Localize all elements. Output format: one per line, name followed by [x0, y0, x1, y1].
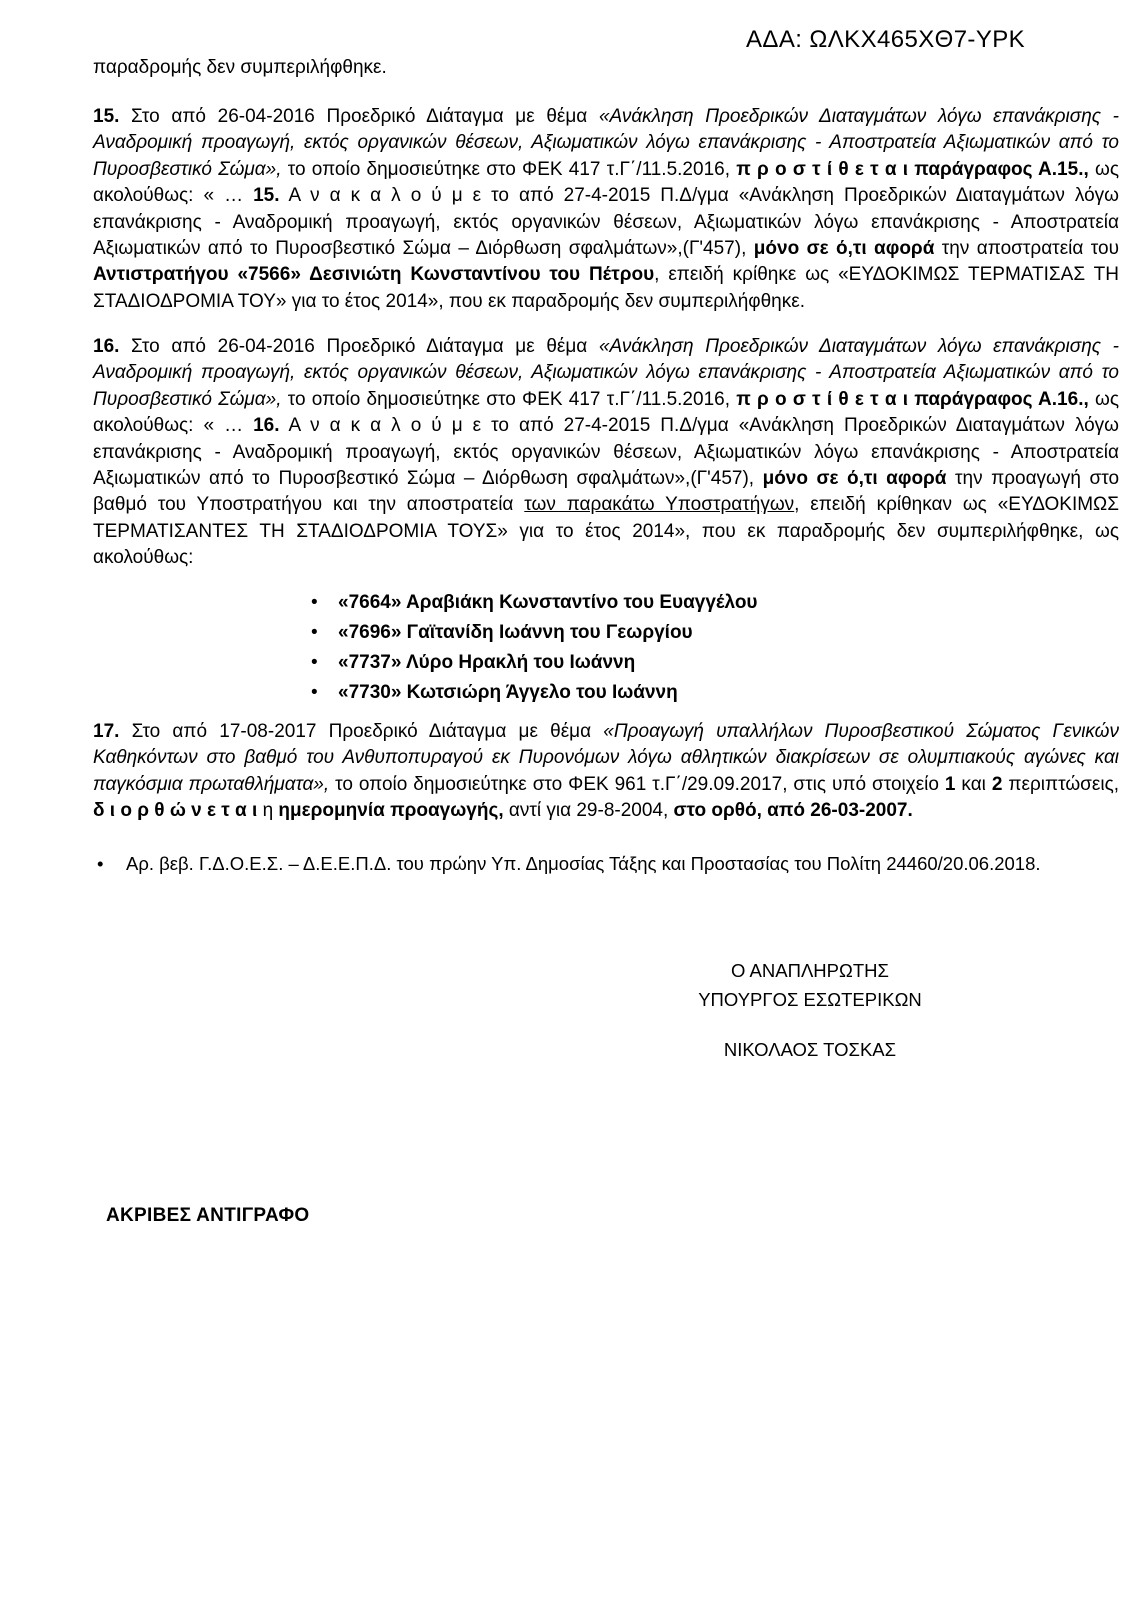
text-run: 16. — [93, 336, 120, 357]
list-item — [311, 618, 757, 648]
signatory-role-line1: Ο ΑΝΑΠΛΗΡΩΤΗΣ — [731, 960, 889, 981]
list-item-label: «7664» Αραβιάκη Κωνσταντίνο του Ευαγγέλου — [338, 592, 758, 613]
certificate-note — [97, 851, 1097, 877]
ada-code: ΑΔΑ: ΩΛΚΧ465ΧΘ7-ΥΡΚ — [746, 26, 1026, 53]
certified-copy-label: ΑΚΡΙΒΕΣ ΑΝΤΙΓΡΑΦΟ — [106, 1205, 310, 1226]
signatory-name: ΝΙΚΟΛΑΟΣ ΤΟΣΚΑΣ — [723, 1039, 897, 1060]
text-run: 17. — [93, 721, 120, 742]
bullet-icon: • — [97, 853, 104, 874]
list-item-label: «7696» Γαϊτανίδη Ιωάννη του Γεωργίου — [338, 622, 693, 643]
list-item — [311, 648, 757, 678]
text-run: 15. — [93, 106, 120, 127]
paragraph-15 — [93, 104, 1125, 315]
text-run: , επειδή κρίθηκαν ως «ΕΥΔΟΚΙΜΩΣ ΤΕΡΜΑΤΙΣΑΝΤΕΣ ΤΗ ΣΤΑΔΙΟΔΡΟΜΙΑ ΤΟΥΣ» για το έτος 2014», που εκ παραδρομής δεν συμπεριλήφθηκε, ως ακολούθως: — [93, 494, 1125, 569]
text-run: 2 — [991, 773, 1003, 795]
text-run: μόνο σε ό,τι αφορά — [753, 238, 935, 260]
list-item — [311, 678, 757, 708]
text-run: , επειδή κρίθηκε ως «ΕΥΔΟΚΙΜΩΣ ΤΕΡΜΑΤΙΣΑΣ ΤΗ ΣΤΑΔΙΟΔΡΟΜΙΑ ΤΟΥ» για το έτος 2014», που εκ παραδρομής δεν συμπεριλήφθηκε. — [93, 264, 1125, 312]
text-run: «Προαγωγή υπαλλήλων Πυροσβεστικού Σώματος Γενικών Καθηκόντων στο βαθμό του Ανθυποπυραγού εκ Πυρονόμων λόγω αθλητικών διακρίσεων σε ολυμπιακούς αγώνες και παγκόσμια πρωταθλήματα», — [93, 721, 1125, 795]
text-run: Α ν α κ α λ ο ύ μ ε το από 27-4-2015 Π.Δ/γμα «Ανάκληση Προεδρικών Διαταγμάτων λόγω επανάκρισης - Αναδρομική προαγωγή, εκτός οργανικών θέσεων, Αξιωματικών λόγω επανάκρισης - Αποστρατεία Αξιωματικών από το Πυροσβεστικό Σώμα – Διόρθωση σφαλμάτων»,(Γ'457), — [93, 185, 1125, 260]
text-run: η — [257, 800, 279, 822]
carryover-text: παραδρομής δεν συμπεριλήφθηκε. — [93, 57, 387, 78]
text-run: π ρ ο σ τ ί θ ε τ α ι παράγραφος Α.15., — [736, 158, 1089, 180]
text-run: δ ι ο ρ θ ώ ν ε τ α ι — [93, 800, 258, 822]
text-run: την προαγωγή στο βαθμό του Υποστρατήγου και την αποστρατεία — [93, 468, 1125, 516]
bullet-icon: • — [311, 622, 318, 643]
signatory-role-line2: ΥΠΟΥΡΓΟΣ ΕΣΩΤΕΡΙΚΩΝ — [698, 989, 922, 1010]
text-run: Α ν α κ α λ ο ύ μ ε το από 27-4-2015 Π.Δ/γμα «Ανάκληση Προεδρικών Διαταγμάτων λόγω επανάκρισης - Αναδρομική προαγωγή, εκτός οργανικών θέσεων, Αξιωματικών λόγω επανάκρισης - Αποστρατεία Αξιωματικών από το Πυροσβεστικό Σώμα – Διόρθωση σφαλμάτων»,(Γ'457), — [93, 415, 1125, 490]
text-run: π ρ ο σ τ ί θ ε τ α ι παράγραφος Α.16., — [736, 388, 1089, 410]
paragraph-16 — [93, 334, 1125, 572]
text-run: περιπτώσεις, — [1002, 773, 1125, 795]
text-run: αντί για 29-8-2004, — [503, 800, 674, 822]
text-run: «Ανάκληση Προεδρικών Διαταγμάτων λόγω επανάκρισης - Αναδρομική προαγωγή, εκτός οργανικών θέσεων, Αξιωματικών λόγω επανάκρισης - Αποστρατεία Αξιωματικών από το Πυροσβεστικό Σώμα», — [93, 336, 1125, 410]
promoted-officers-list — [311, 588, 757, 708]
signature-block — [600, 956, 1020, 1064]
list-item — [311, 588, 757, 618]
text-run: 16. — [253, 415, 280, 437]
text-run: το οποίο δημοσιεύτηκε στο ΦΕΚ 417 τ.Γ΄/11.5.2016, — [281, 388, 737, 410]
text-run: την αποστρατεία του — [934, 238, 1125, 260]
list-item-label: «7737» Λύρο Ηρακλή του Ιωάννη — [338, 652, 636, 673]
text-run: ημερομηνία προαγωγής, — [278, 800, 504, 822]
text-run: Στο από 26-04-2016 Προεδρικό Διάταγμα με θέμα — [119, 106, 599, 127]
text-run: «Ανάκληση Προεδρικών Διαταγμάτων λόγω επανάκρισης - Αναδρομική προαγωγή, εκτός οργανικών θέσεων, Αξιωματικών λόγω επανάκρισης - Αποστρατεία Αξιωματικών από το Πυροσβεστικό Σώμα», — [93, 106, 1125, 180]
text-run: Στο από 17-08-2017 Προεδρικό Διάταγμα με θέμα — [119, 721, 604, 742]
bullet-icon: • — [311, 652, 318, 673]
paragraph-17 — [93, 719, 1125, 825]
text-run: στο ορθό, από 26-03-2007. — [673, 800, 913, 822]
list-item-label: «7730» Κωτσιώρη Άγγελο του Ιωάννη — [338, 682, 678, 703]
text-run: Αντιστρατήγου «7566» Δεσινιώτη Κωνσταντίνου του Πέτρου — [93, 264, 655, 286]
text-run: των παρακάτω Υποστρατήγων — [524, 494, 795, 516]
bullet-icon: • — [311, 682, 318, 703]
text-run: 15. — [253, 185, 280, 207]
text-run: ως ακολούθως: « … — [93, 158, 1125, 207]
text-run: και — [955, 773, 992, 795]
text-run: το οποίο δημοσιεύτηκε στο ΦΕΚ 961 τ.Γ΄/29.09.2017, στις υπό στοιχείο — [329, 773, 945, 795]
text-run: Στο από 26-04-2016 Προεδρικό Διάταγμα με θέμα — [119, 336, 599, 357]
text-run: 1 — [944, 773, 956, 795]
text-run: το οποίο δημοσιεύτηκε στο ΦΕΚ 417 τ.Γ΄/11.5.2016, — [281, 158, 737, 180]
text-run: μόνο σε ό,τι αφορά — [762, 468, 947, 490]
certificate-note-text: Αρ. βεβ. Γ.Δ.Ο.Ε.Σ. – Δ.Ε.Ε.Π.Δ. του πρώην Υπ. Δημοσίας Τάξης και Προστασίας του Πολίτη 24460/20.06.2018. — [126, 853, 1041, 874]
text-run: ως ακολούθως: « … — [93, 388, 1125, 437]
bullet-icon: • — [311, 592, 318, 613]
